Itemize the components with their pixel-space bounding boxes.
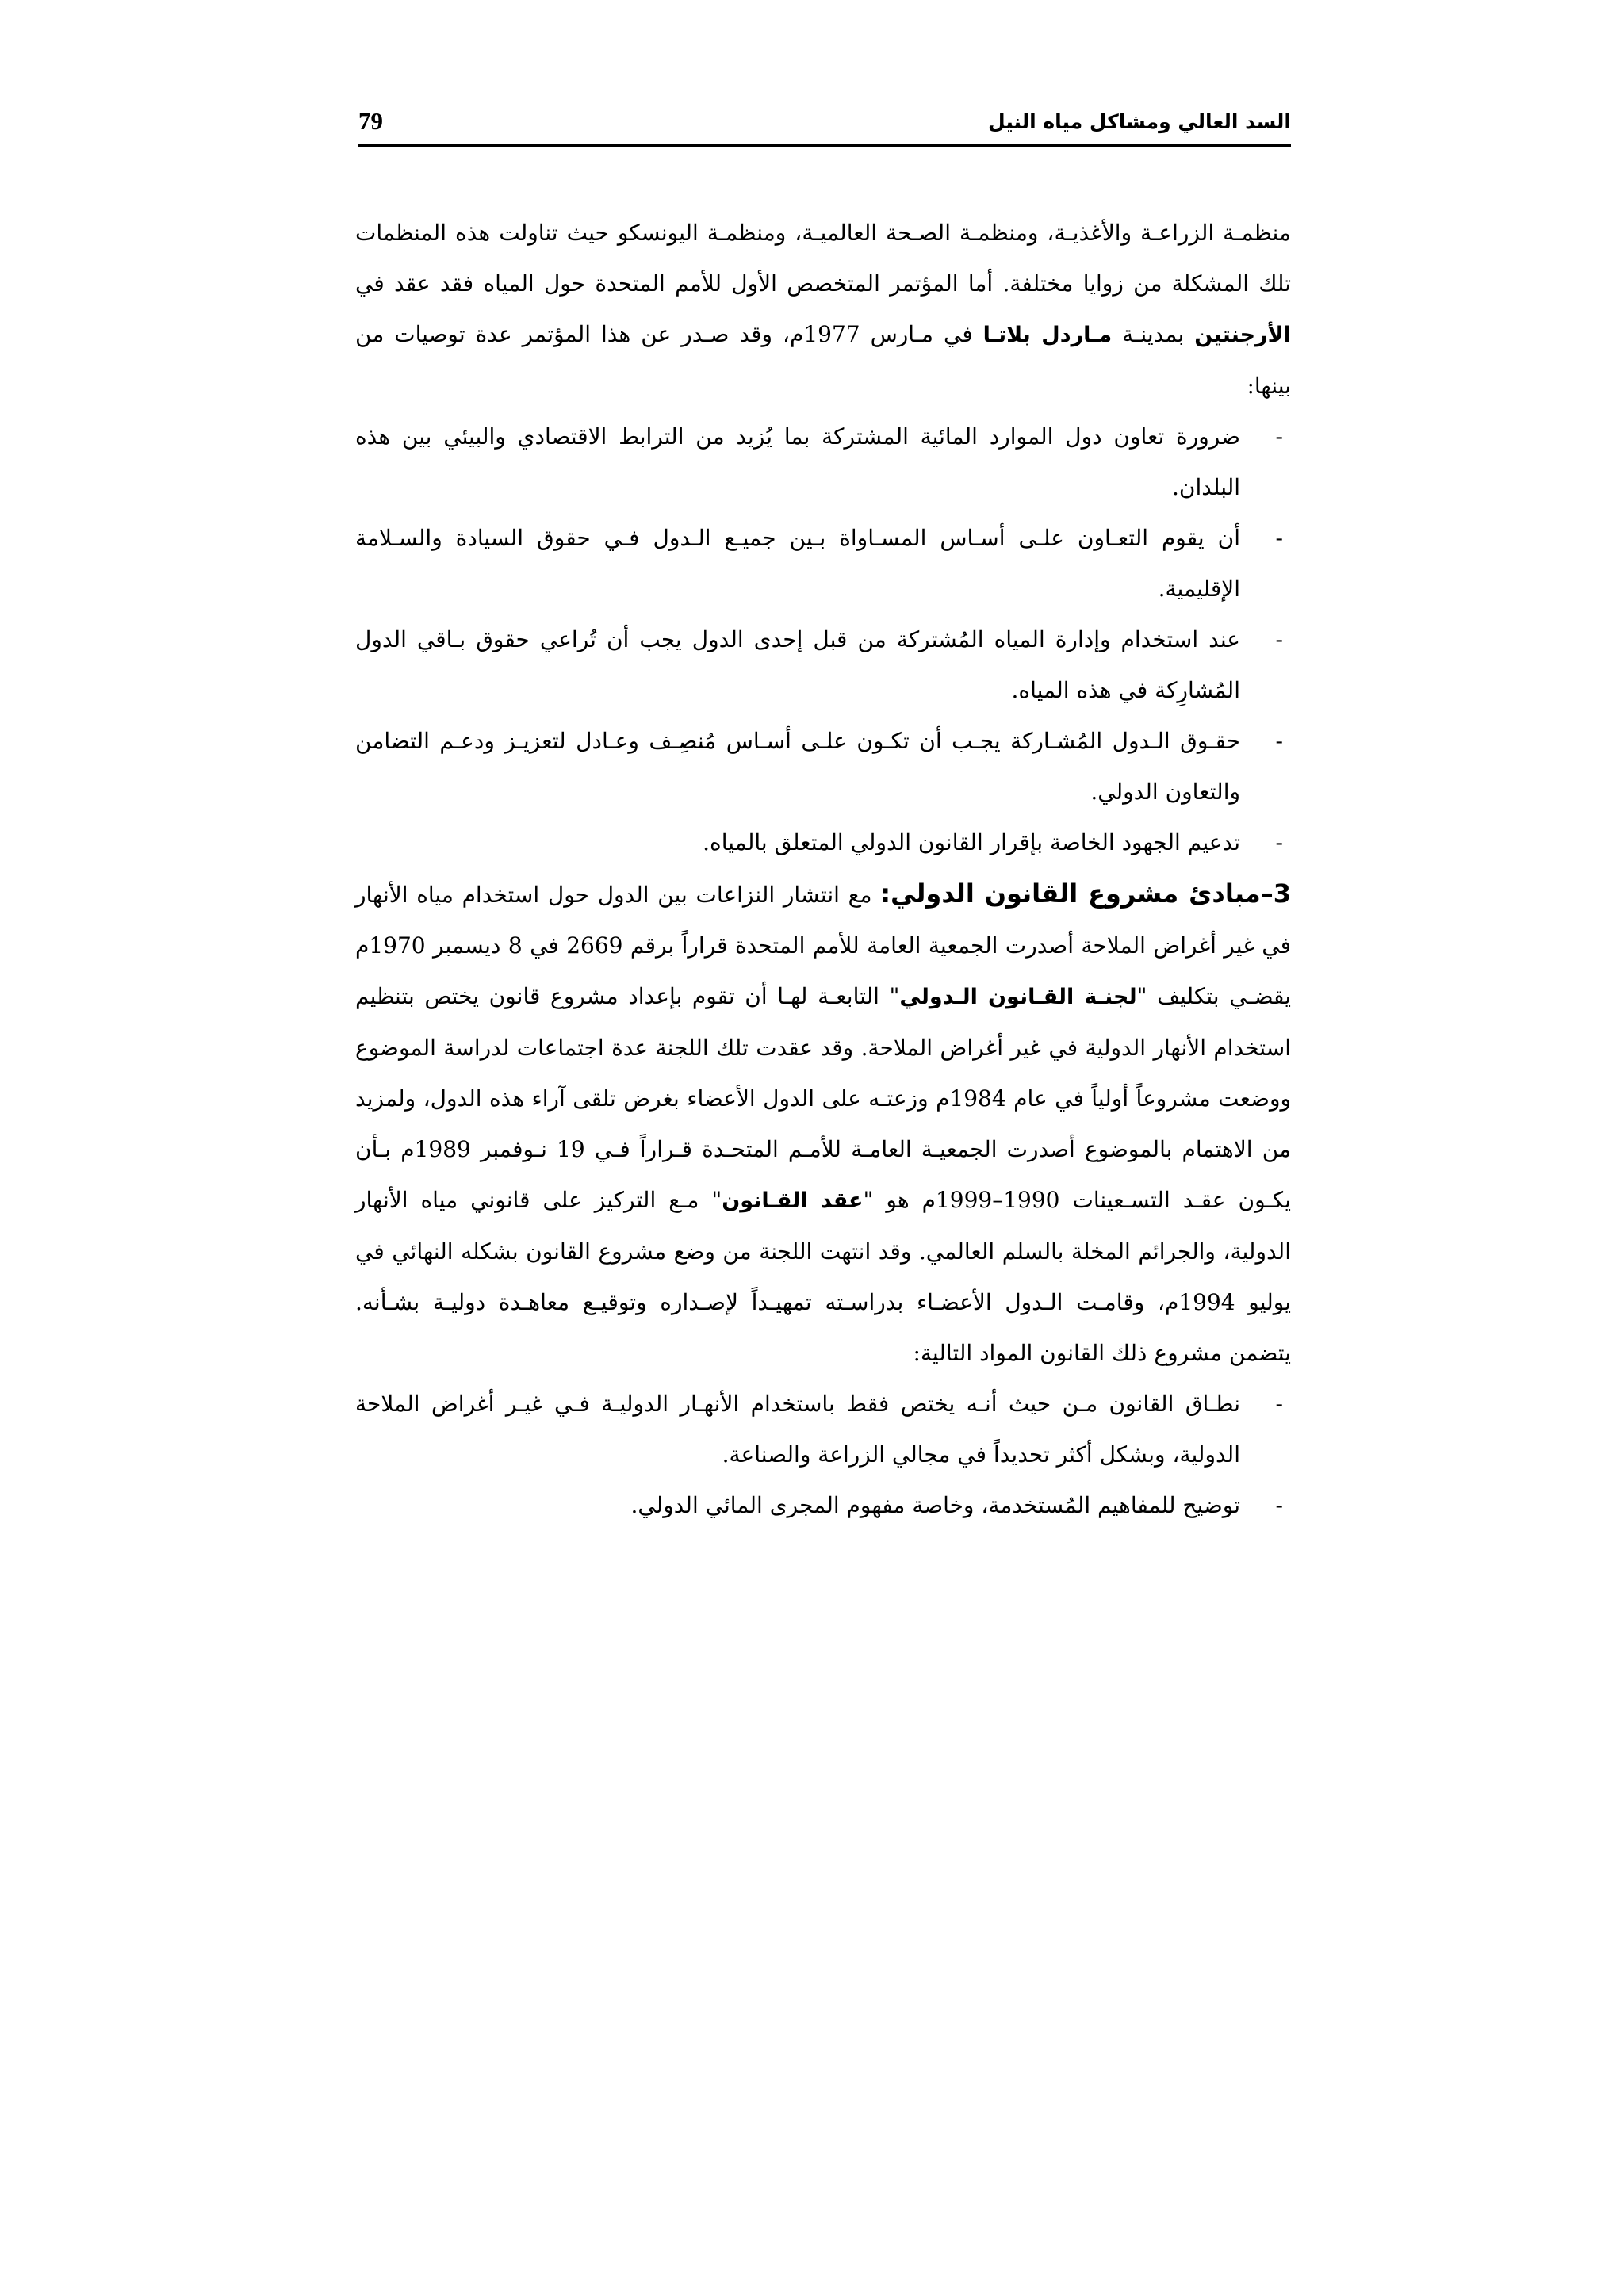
intro-text-1: منظمـة الزراعـة والأغذيـة، ومنظمـة الصـحة العالميـة، ومنظمـة اليونسكو حيث تناولت هذه المنظمات تلك المشكلة من زوايا مختلفة. أما المؤتمر المتخصص الأول للأمم المتحدة حول المياه فقد عقد في <box>355 220 1291 297</box>
section-3-text-3: " مـع التركيز على قانوني مياه الأنهار الدولية، والجرائم المخلة بالسلم العالمي. وقد انتهت اللجنة من وضع مشروع القانون بشكله النهائي في يوليو 1994م، وقامـت الـدول الأعضـاء بدراسـته تمهيـداً لإصـداره وتوقيـع معاهـدة دوليـة بشـأنه. يتضمن مشروع ذلك القانون المواد التالية: <box>355 1187 1291 1366</box>
law-articles-list <box>355 1379 1291 1531</box>
recommendation-item: - عند استخدام وإدارة المياه المُشتركة من قبل إحدى الدول يجب أن تُراعي حقوق بـاقي الدول المُشارِكة في هذه المياه. <box>355 614 1291 716</box>
intro-text-2: بمدينـة <box>1112 321 1195 347</box>
running-title: السد العالي ومشاكل مياه النيل <box>988 109 1291 133</box>
law-article-item: - توضيح للمفاهيم المُستخدمة، وخاصة مفهوم المجرى المائي الدولي. <box>355 1480 1291 1531</box>
recommendation-item: - تدعيم الجهود الخاصة بإقرار القانون الدولي المتعلق بالمياه. <box>355 817 1291 868</box>
intro-text-3: في مـارس 1977م، وقد صـدر عن هذا المؤتمر عدة توصيات من بينها: <box>355 321 1291 399</box>
intro-bold-mar-del-plata: مـاردل بلاتـا <box>982 323 1113 347</box>
recommendations-list <box>355 411 1291 868</box>
section-3-text-2: " التابعـة لهـا أن تقوم بإعداد مشروع قانون يختص بتنظيم استخدام الأنهار الدولية في غير أغراض الملاحة. وقد عقدت تلك اللجنة عدة اجتماعات لدراسة الموضوع ووضعت مشروعاً أولياً في عام 1984م وزعتـه على الدول الأعضاء بغرض تلقى آراء هذه الدول، ولمزيد من الاهتمام بالموضوع أصدرت الجمعيـة العامـة للأمـم المتحـدة قـراراً فـي 19 نـوفمبر 1989م بـأن يكـون عقـد التسـعينات 1990–1999م هو " <box>355 983 1292 1213</box>
law-article-item: - نطـاق القانون مـن حيث أنـه يختص فقط باستخدام الأنهـار الدوليـة فـي غيـر أغراض الملاحة الدولية، وبشكل أكثر تحديداً في مجالي الزراعة والصناعة. <box>355 1379 1291 1480</box>
section-3-paragraph <box>355 868 1291 1379</box>
header-rule <box>358 144 1291 147</box>
section-3-bold-ilc: لجنـة القـانون الـدولي <box>899 985 1137 1009</box>
recommendation-item: - أن يقوم التعـاون علـى أسـاس المسـاواة بـين جميـع الـدول فـي حقوق السيادة والسـلامة الإقليمية. <box>355 513 1291 614</box>
section-3-bold-law-decade: عقد القـانون <box>722 1188 864 1213</box>
section-3-heading: 3–مبادئ مشروع القانون الدولي: <box>880 878 1291 909</box>
page-body <box>355 208 1291 1531</box>
intro-bold-argentina: الأرجنتين <box>1194 323 1292 347</box>
recommendation-item: - حقـوق الـدول المُشـاركة يجـب أن تكـون علـى أسـاس مُنصِـف وعـادل لتعزيـز ودعـم التضامن والتعاون الدولي. <box>355 716 1291 817</box>
intro-paragraph <box>355 208 1291 411</box>
page-number: 79 <box>358 107 383 135</box>
recommendation-item: - ضرورة تعاون دول الموارد المائية المشتركة بما يُزيد من الترابط الاقتصادي والبيئي بين هذه البلدان. <box>355 411 1291 513</box>
section-3-text-1: مع انتشار النزاعات بين الدول حول استخدام مياه الأنهار في غير أغراض الملاحة أصدرت الجمعية العامة للأمم المتحدة قراراً برقم 2669 في 8 ديسمبر 1970م يقضـي بتكليف " <box>355 882 1291 1009</box>
page-header <box>358 101 1291 141</box>
